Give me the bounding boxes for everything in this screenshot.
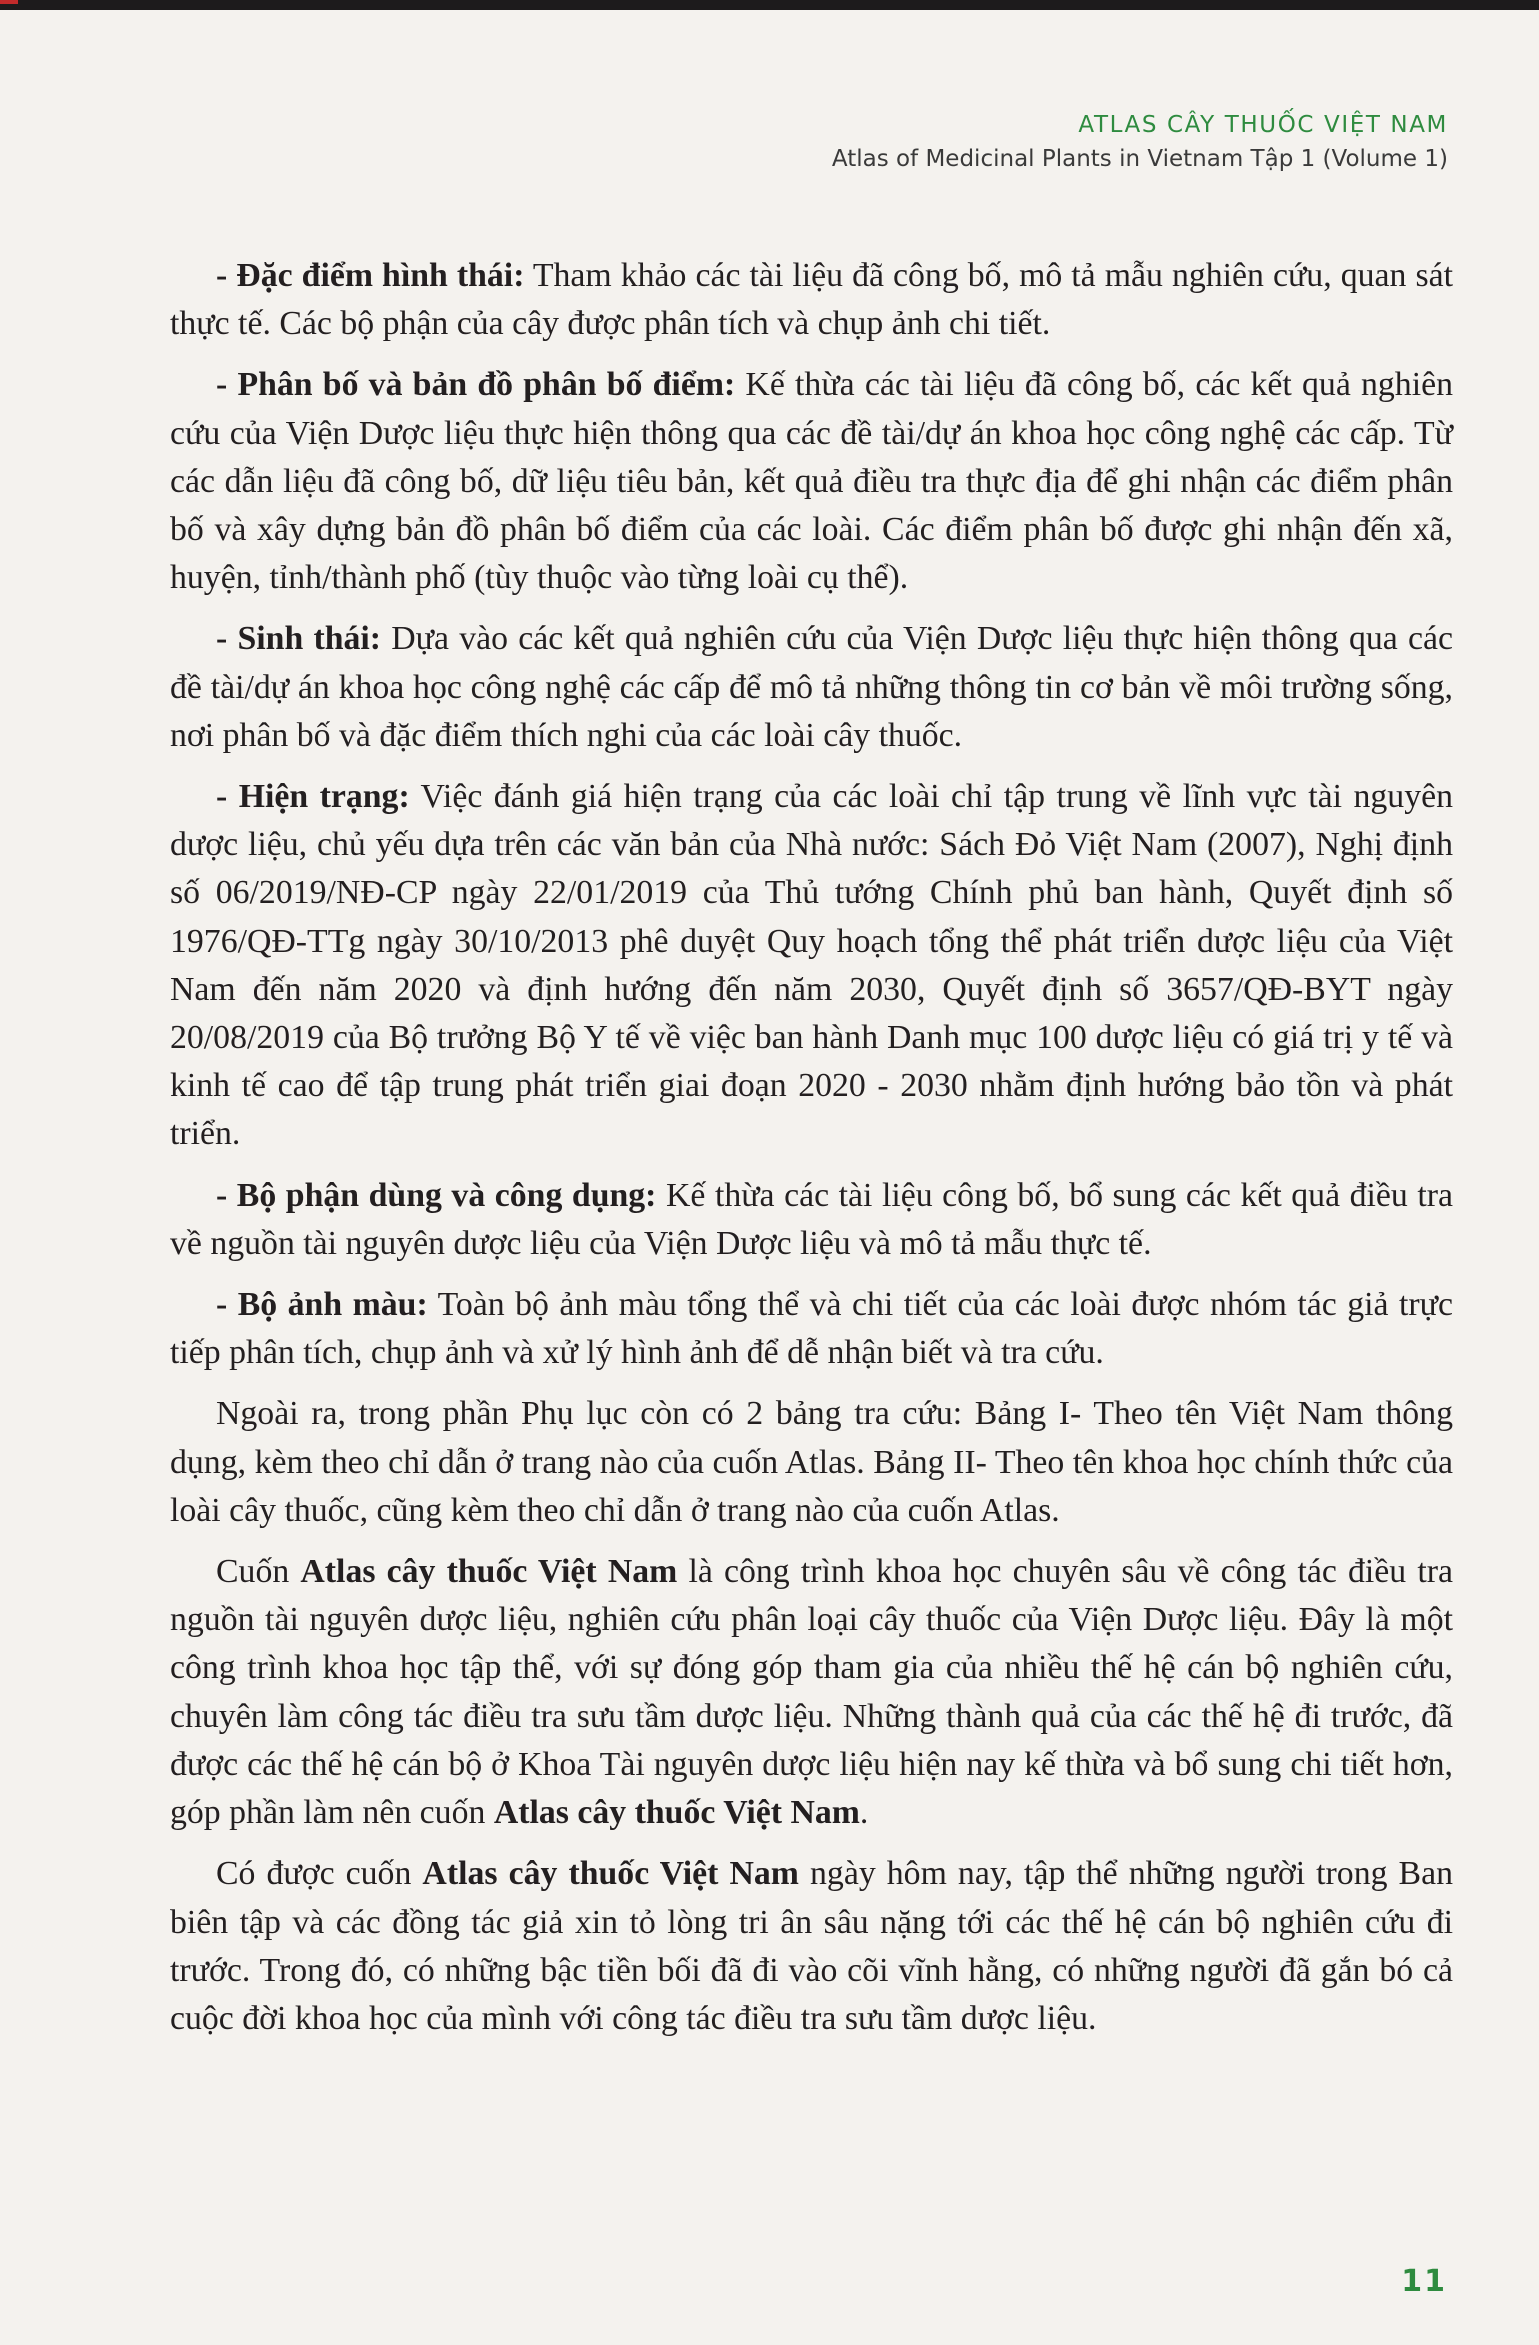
paragraph-lead: - Hiện trạng: xyxy=(216,778,410,816)
paragraph-text: Cuốn xyxy=(216,1553,301,1591)
atlas-title-emphasis: Atlas cây thuốc Việt Nam xyxy=(422,1855,799,1893)
body-text xyxy=(170,252,1453,2043)
paragraph-text: là công trình khoa học chuyên sâu về công tác điều tra nguồn tài nguyên dược liệu, nghiên cứu phân loại cây thuốc của Viện Dược liệu. Đây là một công trình khoa học tập thể, với sự đóng góp tham gia của nhiều thế hệ cán bộ nghiên cứu, chuyên làm công tác điều tra sưu tầm dược liệu. Những thành quả của các thế hệ đi trước, đã được các thế hệ cán bộ ở Khoa Tài nguyên dược liệu hiện nay kế thừa và bổ sung chi tiết hơn, góp phần làm nên cuốn xyxy=(170,1553,1453,1832)
paragraph-appendix xyxy=(170,1390,1453,1535)
paragraph-acknowledgement xyxy=(170,1850,1453,2043)
paragraph-text: Ngoài ra, trong phần Phụ lục còn có 2 bảng tra cứu: Bảng I- Theo tên Việt Nam thông dụng, kèm theo chỉ dẫn ở trang nào của cuốn Atlas. Bảng II- Theo tên khoa học chính thức của loài cây thuốc, cũng kèm theo chỉ dẫn ở trang nào của cuốn Atlas. xyxy=(170,1395,1453,1529)
paragraph-lead: - Phân bố và bản đồ phân bố điểm: xyxy=(216,366,736,404)
paragraph-text: ngày hôm nay, tập thể những người trong Ban biên tập và các đồng tác giả xin tỏ lòng tri ân sâu nặng tới các thế hệ cán bộ nghiên cứu đi trước. Trong đó, có những bậc tiền bối đã đi vào cõi vĩnh hằng, có những người đã gắn bó cả cuộc đời khoa học của mình với công tác điều tra sưu tầm dược liệu. xyxy=(170,1855,1454,2037)
paragraph-uses xyxy=(170,1172,1453,1268)
top-edge-accent xyxy=(0,0,18,4)
paragraph-text: Có được cuốn xyxy=(216,1855,423,1893)
paragraph-about-atlas xyxy=(170,1548,1453,1837)
paragraph-text: Dựa vào các kết quả nghiên cứu của Viện Dược liệu thực hiện thông qua các đề tài/dự án khoa học công nghệ các cấp để mô tả những thông tin cơ bản về môi trường sống, nơi phân bố và đặc điểm thích nghi của các loài cây thuốc. xyxy=(170,620,1453,754)
book-title: ATLAS CÂY THUỐC VIỆT NAM xyxy=(1078,112,1448,138)
paragraph-text: Việc đánh giá hiện trạng của các loài chỉ tập trung về lĩnh vực tài nguyên dược liệu, chủ yếu dựa trên các văn bản của Nhà nước: Sách Đỏ Việt Nam (2007), Nghị định số 06/2019/NĐ-CP ngày 22/01/2019 của Thủ tướng Chính phủ ban hành, Quyết định số 1976/QĐ-TTg ngày 30/10/2013 phê duyệt Quy hoạch tổng thể phát triển dược liệu của Việt Nam đến năm 2020 và định hướng đến năm 2030, Quyết định số 3657/QĐ-BYT ngày 20/08/2019 của Bộ trưởng Bộ Y tế về việc ban hành Danh mục 100 dược liệu có giá trị y tế và kinh tế cao để tập trung phát triển giai đoạn 2020 - 2030 nhằm định hướng bảo tồn và phát triển. xyxy=(170,778,1453,1153)
paragraph-distribution xyxy=(170,361,1453,602)
paragraph-lead: - Bộ ảnh màu: xyxy=(216,1286,428,1324)
paragraph-lead: - Bộ phận dùng và công dụng: xyxy=(216,1176,657,1214)
paragraph-status xyxy=(170,773,1453,1159)
atlas-title-emphasis: Atlas cây thuốc Việt Nam xyxy=(493,1794,860,1832)
paragraph-text: Tham khảo các tài liệu đã công bố, mô tả mẫu nghiên cứu, quan sát thực tế. Các bộ phận của cây được phân tích và chụp ảnh chi tiết. xyxy=(170,257,1453,343)
paragraph-lead: - Sinh thái: xyxy=(216,620,382,658)
paragraph-ecology xyxy=(170,615,1453,760)
book-subtitle: Atlas of Medicinal Plants in Vietnam Tập 1 (Volume 1) xyxy=(831,146,1448,172)
paragraph-text: Toàn bộ ảnh màu tổng thể và chi tiết của các loài được nhóm tác giả trực tiếp phân tích, chụp ảnh và xử lý hình ảnh để dễ nhận biết và tra cứu. xyxy=(170,1286,1453,1372)
paragraph-text: . xyxy=(859,1794,869,1832)
paragraph-text: Kế thừa các tài liệu đã công bố, các kết quả nghiên cứu của Viện Dược liệu thực hiện thông qua các đề tài/dự án khoa học công nghệ các cấp. Từ các dẫn liệu đã công bố, dữ liệu tiêu bản, kết quả điều tra thực địa để ghi nhận các điểm phân bố và xây dựng bản đồ phân bố điểm của các loài. Các điểm phân bố được ghi nhận đến xã, huyện, tỉnh/thành phố (tùy thuộc vào từng loài cụ thể). xyxy=(170,366,1453,597)
paragraph-text: Kế thừa các tài liệu công bố, bổ sung các kết quả điều tra về nguồn tài nguyên dược liệu của Viện Dược liệu và mô tả mẫu thực tế. xyxy=(170,1176,1453,1262)
top-edge-bar xyxy=(0,0,1539,10)
paragraph-morphology xyxy=(170,252,1453,348)
paragraph-photos xyxy=(170,1281,1453,1377)
page-number: 11 xyxy=(1401,2264,1447,2299)
atlas-title-emphasis: Atlas cây thuốc Việt Nam xyxy=(300,1553,678,1591)
paragraph-lead: - Đặc điểm hình thái: xyxy=(216,257,525,294)
running-head xyxy=(832,110,1448,178)
